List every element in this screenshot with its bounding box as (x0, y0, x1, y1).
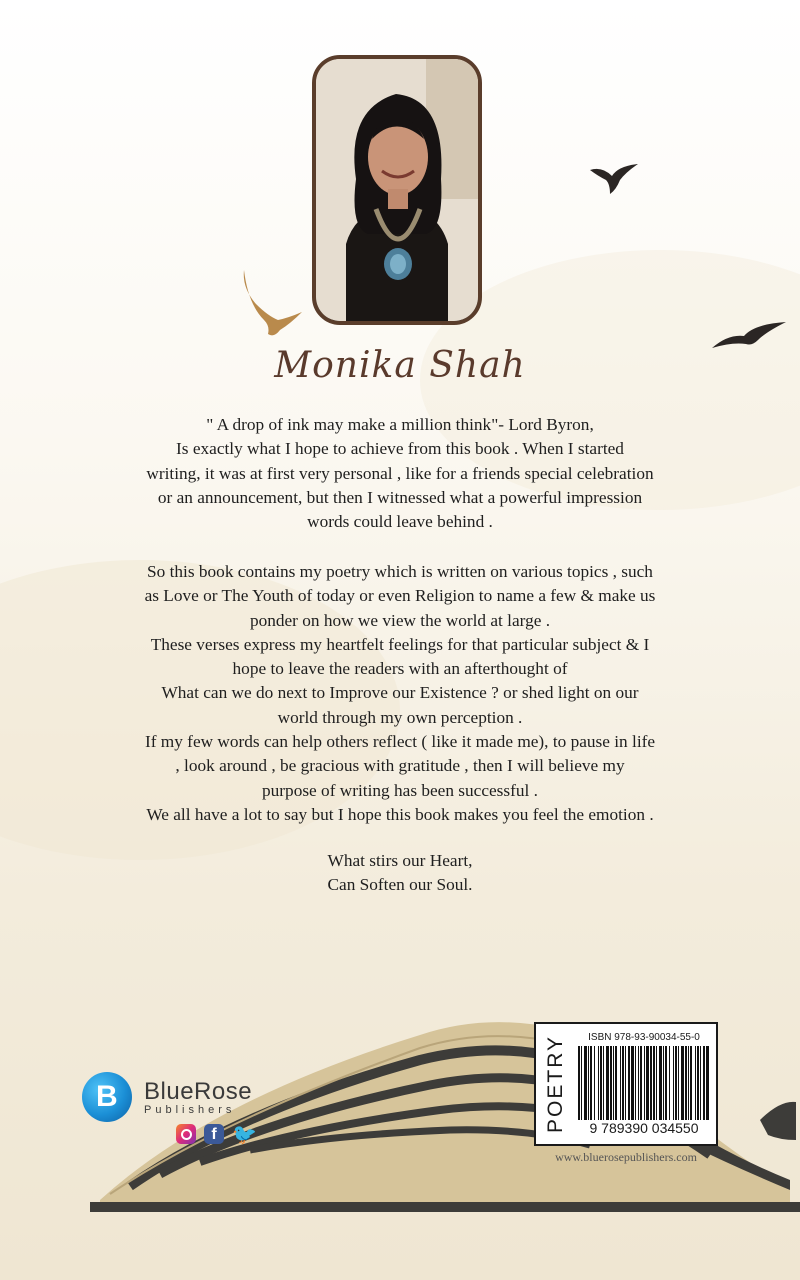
text-line: world through my own perception . (277, 707, 523, 727)
barcode-bar (628, 1046, 630, 1120)
text-line: Can Soften our Soul. (327, 875, 473, 895)
text-line: purpose of writing has been successful . (262, 780, 538, 800)
barcode-bar (606, 1046, 609, 1120)
barcode-bar (631, 1046, 634, 1120)
barcode-bar (615, 1046, 617, 1120)
text-line: or an announcement, but then I witnessed what a powerful impression (157, 487, 643, 507)
social-icons (176, 1124, 266, 1146)
barcode-bar (613, 1046, 614, 1120)
instagram-icon (176, 1124, 196, 1144)
barcode-bar (600, 1046, 602, 1120)
barcode-bar (581, 1046, 582, 1120)
text-line: Is exactly what I hope to achieve from this book . When I started (176, 439, 624, 459)
text-line: What can we do next to Improve our Existence ? or shed light on our (161, 683, 639, 703)
barcode-bar (584, 1046, 587, 1120)
barcode-bar (603, 1046, 604, 1120)
text-line: words could leave behind . (307, 512, 493, 532)
barcode-bar (695, 1046, 696, 1120)
barcode-bar (653, 1046, 655, 1120)
publisher-logo (82, 1072, 282, 1124)
barcode-bar (646, 1046, 649, 1120)
publisher-website: www.bluerosepublishers.com (555, 1150, 697, 1164)
category-label (540, 1024, 572, 1144)
intro-paragraph (60, 413, 740, 534)
barcode-bar (610, 1046, 612, 1120)
barcode-bar (625, 1046, 626, 1120)
barcode-bar (622, 1046, 624, 1120)
isbn-number: ISBN 978-93-90034-55-0 (588, 1032, 700, 1043)
author-photo (312, 55, 482, 325)
barcode-bar (690, 1046, 692, 1120)
author-portrait-illustration (316, 59, 478, 321)
barcode-bar (644, 1046, 645, 1120)
barcode-bar (638, 1046, 639, 1120)
barcode-bar (703, 1046, 705, 1120)
barcode-bar (656, 1046, 657, 1120)
logo-letter: B (96, 1080, 118, 1113)
text-line: ponder on how we view the world at large . (249, 610, 551, 630)
barcode-bar (578, 1046, 580, 1120)
closing-lines (60, 849, 740, 898)
publisher-name: BlueRose (144, 1078, 253, 1105)
barcode-bar (685, 1046, 687, 1120)
text-line: writing, it was at first very personal , like for a friends special celebration (146, 463, 654, 483)
barcode-digits: 9 789390 034550 (589, 1120, 699, 1136)
barcode-bar (590, 1046, 592, 1120)
barcode-bar (675, 1046, 677, 1120)
body-paragraph (60, 560, 740, 827)
text-line: We all have a lot to say but I hope this book makes you feel the emotion . (146, 804, 654, 824)
text-line: , look around , be gracious with gratitude , then I will believe my (175, 756, 625, 776)
barcode-bar (640, 1046, 642, 1120)
barcode-bar (650, 1046, 652, 1120)
bird-icon (588, 162, 640, 196)
author-signature: Monika Shah (274, 345, 526, 386)
barcode-bar (588, 1046, 589, 1120)
category-text: POETRY (544, 1035, 567, 1133)
barcode-bar (678, 1046, 679, 1120)
text-line: What stirs our Heart, (327, 851, 473, 870)
barcode-bar (663, 1046, 664, 1120)
publisher-subtitle: Publishers (144, 1104, 236, 1116)
barcode-bar (700, 1046, 701, 1120)
barcode-bar (598, 1046, 599, 1120)
barcode-bar (681, 1046, 684, 1120)
text-line: So this book contains my poetry which is written on various topics , such (147, 562, 653, 581)
bird-icon (238, 268, 304, 340)
text-line: as Love or The Youth of today or even Religion to name a few & make us (144, 586, 656, 606)
text-line: If my few words can help others reflect ( like it made me), to pause in life (144, 732, 656, 752)
barcode-bars (576, 1046, 712, 1120)
barcode-bar (669, 1046, 670, 1120)
barcode-bar (673, 1046, 674, 1120)
bluerose-logo-icon (82, 1072, 132, 1122)
twitter-icon: 🐦 (232, 1122, 257, 1146)
barcode-bar (688, 1046, 689, 1120)
barcode-bar (620, 1046, 621, 1120)
facebook-icon: f (204, 1124, 224, 1144)
barcode-bar (665, 1046, 667, 1120)
text-line: These verses express my heartfelt feelings for that particular subject & I (150, 634, 650, 654)
barcode-bar (697, 1046, 699, 1120)
bird-icon (710, 320, 788, 352)
barcode-bar (635, 1046, 636, 1120)
text-line: " A drop of ink may make a million think"- Lord Byron, (206, 415, 594, 434)
barcode-bar (706, 1046, 709, 1120)
barcode-bar (594, 1046, 595, 1120)
text-line: hope to leave the readers with an afterthought of (232, 659, 568, 679)
barcode-bar (659, 1046, 662, 1120)
